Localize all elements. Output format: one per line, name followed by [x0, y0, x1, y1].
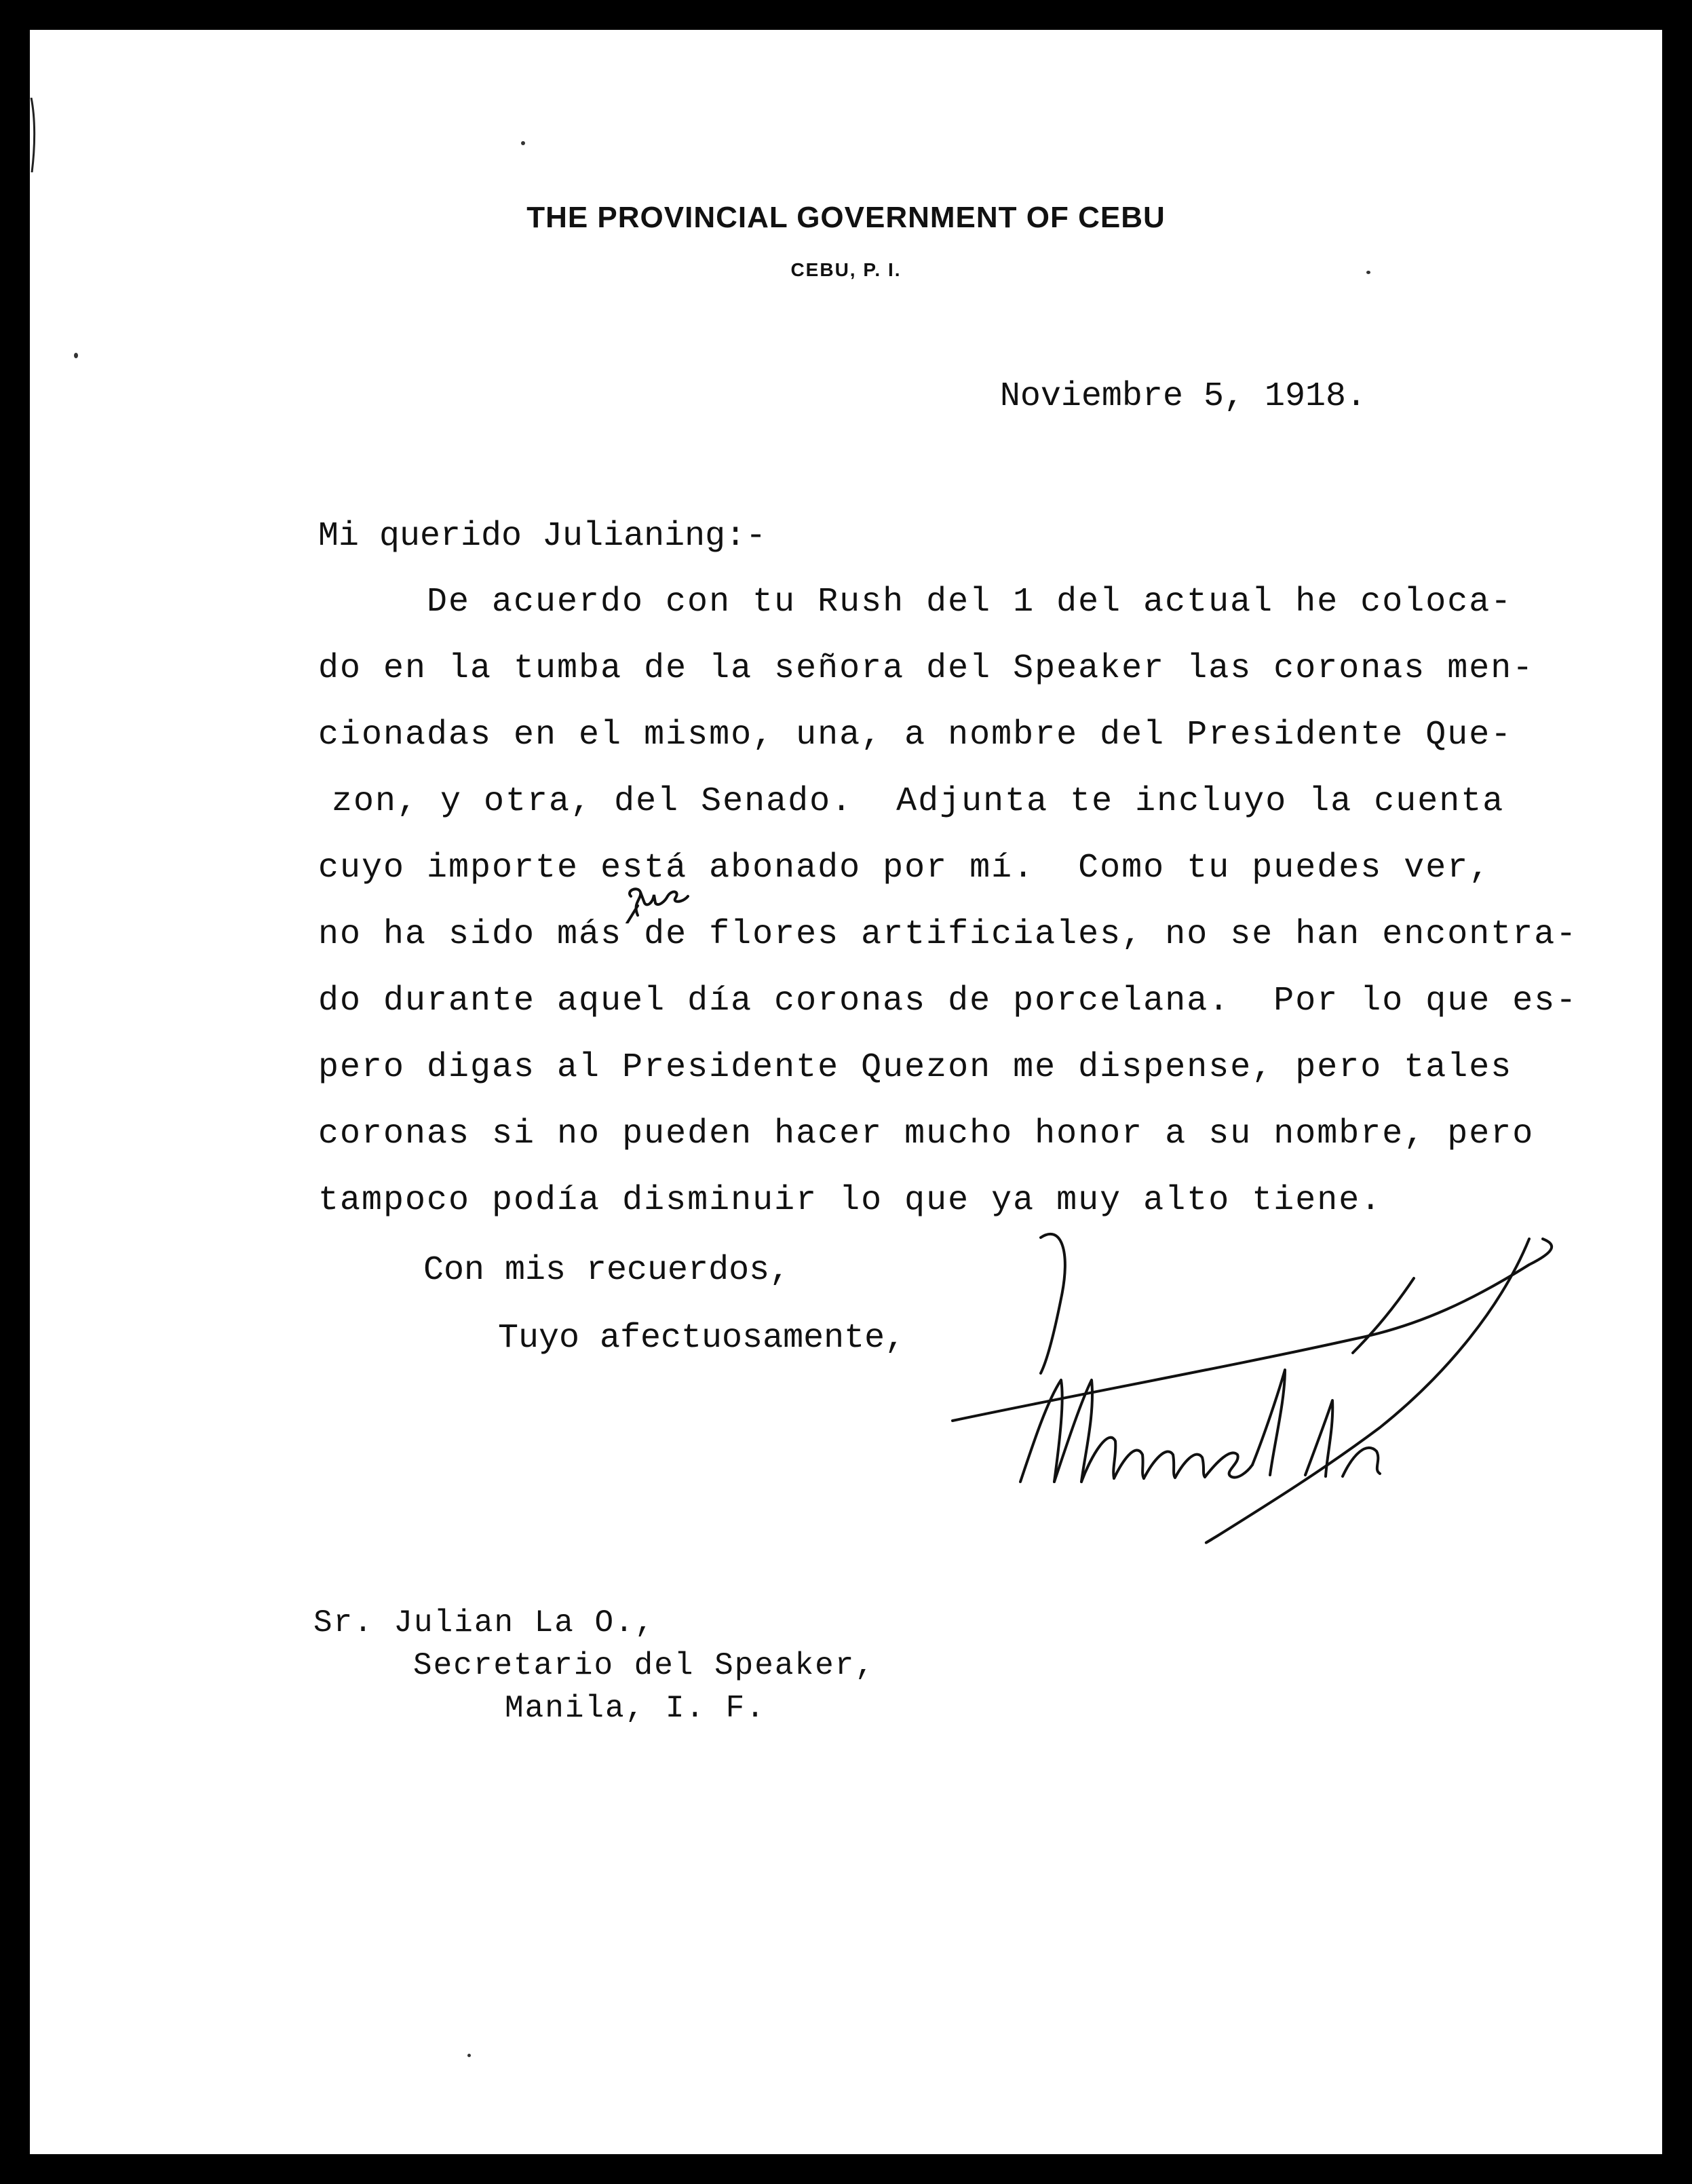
closing: Con mis recuerdos, — [423, 1251, 790, 1290]
body-line: tampoco podía disminuir lo que ya muy alto tiene. — [318, 1181, 1383, 1220]
signature — [946, 1197, 1570, 1577]
body-line: coronas si no pueden hacer mucho honor a su nombre, pero — [318, 1115, 1535, 1153]
body-line: pero digas al Presidente Quezon me dispense, pero tales — [318, 1048, 1513, 1087]
scan-edge-mark — [30, 98, 37, 172]
letter-page — [30, 30, 1662, 2154]
handwritten-insertion-que — [617, 876, 712, 923]
scan-speck — [1366, 271, 1370, 274]
body-line: do en la tumba de la señora del Speaker las coronas men- — [318, 649, 1535, 688]
scan-speck — [74, 353, 78, 358]
addressee-place: Manila, I. F. — [505, 1691, 766, 1726]
signoff: Tuyo afectuosamente, — [498, 1319, 906, 1358]
salutation: Mi querido Julianing:- — [318, 517, 767, 556]
body-line: De acuerdo con tu Rush del 1 del actual he coloca- — [427, 583, 1513, 621]
body-line: cionadas en el mismo, una, a nombre del Presidente Que- — [318, 716, 1513, 754]
addressee-title: Secretario del Speaker, — [413, 1648, 875, 1683]
scan-speck — [467, 2054, 471, 2057]
body-line: zon, y otra, del Senado. Adjunta te incluyo la cuenta — [332, 782, 1505, 821]
letter-date: Noviembre 5, 1918. — [999, 377, 1366, 416]
letterhead-title: THE PROVINCIAL GOVERNMENT OF CEBU — [526, 201, 1166, 234]
scan-speck — [521, 141, 525, 145]
addressee-name: Sr. Julian La O., — [313, 1605, 655, 1641]
body-line: do durante aquel día coronas de porcelana. Por lo que es- — [318, 982, 1578, 1020]
letterhead-location: CEBU, P. I. — [790, 259, 902, 280]
body-line: cuyo importe está abonado por mí. Como tu puedes ver, — [318, 849, 1491, 887]
body-line: no ha sido más de flores artificiales, no se han encontra- — [318, 915, 1578, 954]
